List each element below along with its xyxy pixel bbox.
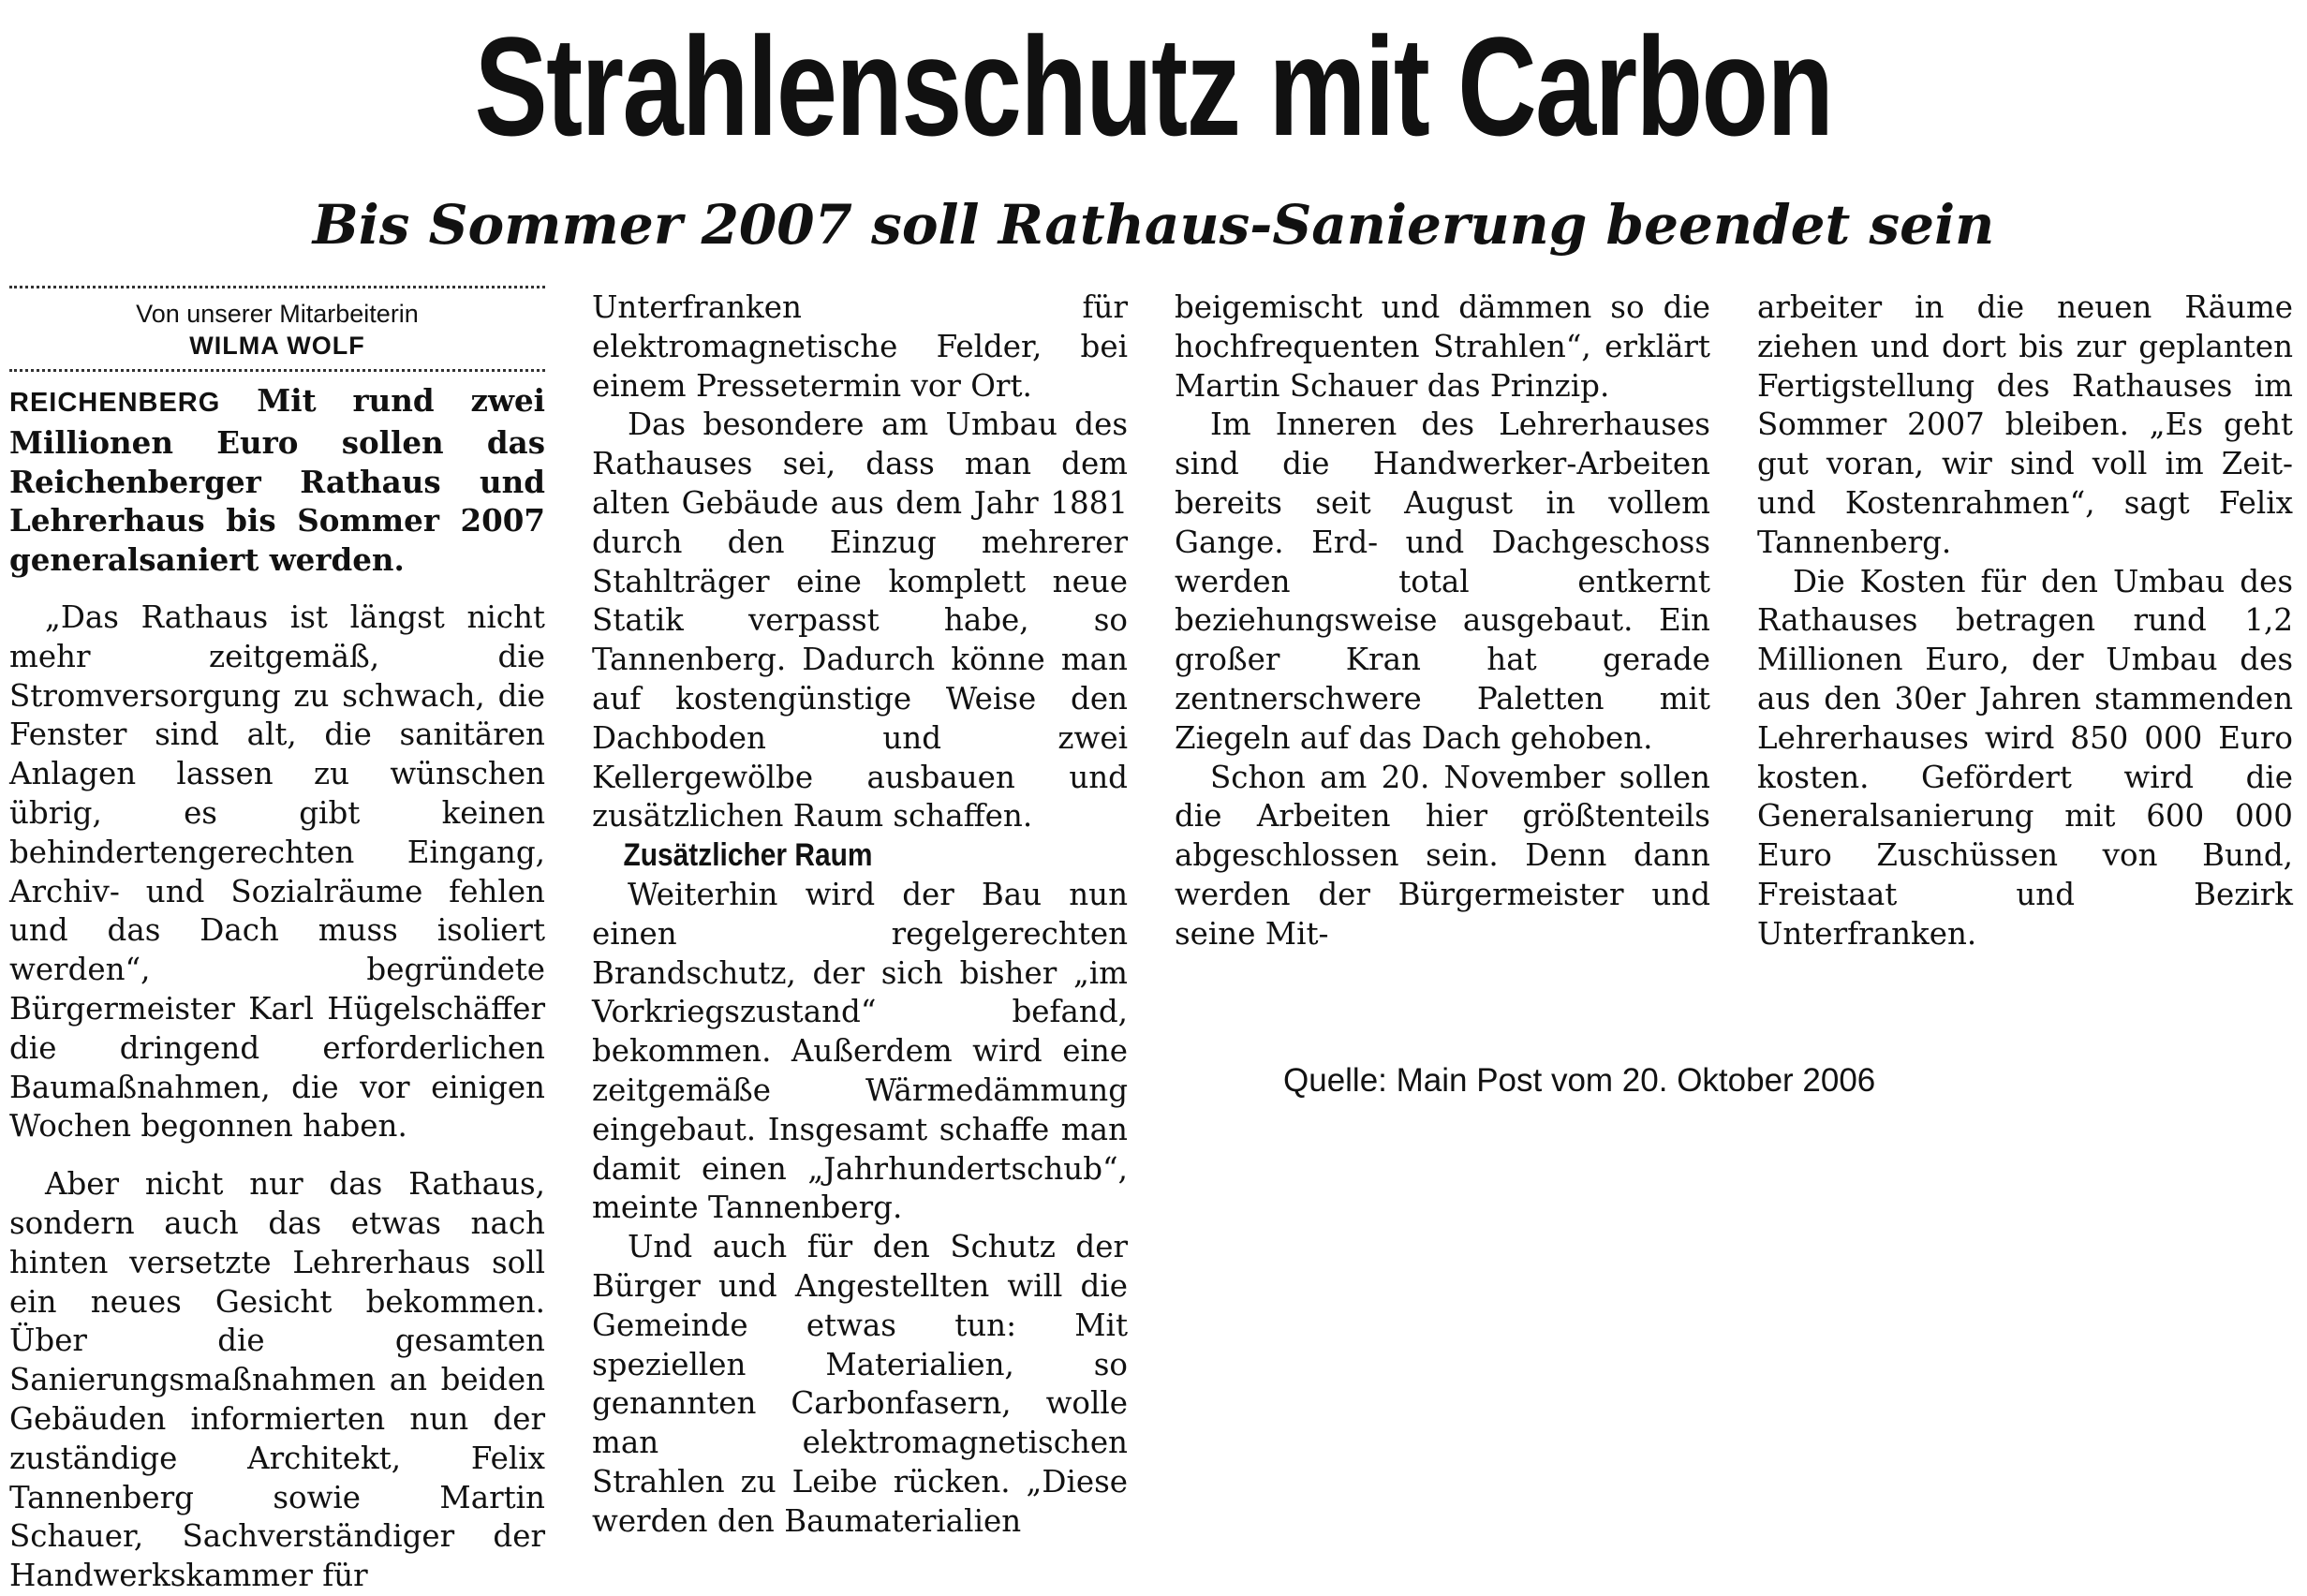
paragraph: Aber nicht nur das Rathaus, sondern auch das etwas nach hinten versetzte Lehrerhaus soll ein neues Gesicht bekommen. Über die gesamten Sanierungsmaßnahmen an beiden Gebäuden informierten nun der zuständige Architekt, Felix Tannenberg sowie Martin Schauer, Sachverständiger der Handwerkskammer für <box>9 1166 545 1594</box>
lead-paragraph <box>9 381 545 580</box>
section-subtitle: Zusätzlicher Raum <box>623 837 873 874</box>
article-column-2 <box>592 288 1128 1542</box>
byline <box>9 298 545 362</box>
paragraph: Die Kosten für den Umbau des Rathauses betragen rund 1,2 Millionen Euro, der Umbau des aus den 30er Jahren stammenden Lehrerhauses wird 850 000 Euro kosten. Gefördert wird die Generalsanierung mit 600 000 Euro Zuschüssen von Bund, Freistaat und Bezirk Unterfranken. <box>1757 563 2293 952</box>
paragraph: Im Inneren des Lehrerhauses sind die Handwerker-Arbeiten bereits seit August in vollem Gange. Erd- und Dachgeschoss werden total entkernt beziehungsweise ausgebaut. Ein großer Kran hat gerade zentnerschwere Paletten mit Ziegeln auf das Dach gehoben. <box>1175 406 1710 756</box>
byline-author: WILMA WOLF <box>189 332 365 360</box>
headline: Strahlenschutz mit Carbon <box>474 7 1833 165</box>
dateline: REICHENBERG <box>9 388 221 418</box>
article-column-1 <box>9 286 545 1596</box>
paragraph-continued: arbeiter in die neuen Räume ziehen und dort bis zur geplanten Fertigstellung des Rathauses im Sommer 2007 bleiben. „Es geht gut voran, wir sind voll im Zeit- und Kostenrahmen“, sagt Felix Tannenberg. <box>1757 289 2293 560</box>
divider-bottom <box>9 369 545 372</box>
paragraph: Weiterhin wird der Bau nun einen regelgerechten Brandschutz, der sich bisher „im Vorkriegszustand“ befand, bekommen. Außerdem wird eine zeitgemäße Wärmedämmung eingebaut. Insgesamt schaffe man damit einen „Jahrhundertschub“, meinte Tannenberg. <box>592 876 1128 1226</box>
article-column-4 <box>1757 288 2293 954</box>
paragraph-continued: beigemischt und dämmen so die hochfrequenten Strahlen“, erklärt Martin Schauer das Prinzip. <box>1175 289 1710 404</box>
paragraph: Das besondere am Umbau des Rathauses sei, dass man dem alten Gebäude aus dem Jahr 1881 durch den Einzug mehrerer Stahlträger eine komplett neue Statik verpasst habe, so Tannenberg. Dadurch könne man auf kostengünstige Weise den Dachboden und zwei Kellergewölbe ausbauen und zusätzlichen Raum schaffen. <box>592 406 1128 835</box>
paragraph: Schon am 20. November sollen die Arbeiten hier größtenteils abgeschlossen sein. Denn dann werden der Bürgermeister und seine Mit- <box>1175 759 1710 952</box>
subheadline: Bis Sommer 2007 soll Rathaus-Sanierung beendet sein <box>312 193 1995 257</box>
paragraph: Und auch für den Schutz der Bürger und Angestellten will die Gemeinde etwas tun: Mit speziellen Materialien, so genannten Carbonfasern, wolle man elektromagnetischen Strahlen zu Leibe rücken. „Diese werden den Baumaterialien <box>592 1229 1128 1539</box>
paragraph-continued: Unterfranken für elektromagnetische Felder, bei einem Pressetermin vor Ort. <box>592 289 1128 404</box>
byline-label: Von unserer Mitarbeiterin <box>136 300 419 328</box>
article-column-3 <box>1175 288 1710 954</box>
lead-text: Mit rund zwei Millionen Euro sollen das Reichenberger Rathaus und Lehrerhaus bis Sommer 2007 generalsaniert werden. <box>9 382 545 579</box>
source-note: Quelle: Main Post vom 20. Oktober 2006 <box>1283 1062 1876 1099</box>
paragraph: „Das Rathaus ist längst nicht mehr zeitgemäß, die Stromversorgung zu schwach, die Fenster sind alt, die sanitären Anlagen lassen zu wünschen übrig, es gibt keinen behindertengerechten Eingang, Archiv- und Sozialräume fehlen und das Dach muss isoliert werden“, begründete Bürgermeister Karl Hügelschäffer die dringend erforderlichen Baumaßnahmen, die vor einigen Wochen begonnen haben. <box>9 598 545 1145</box>
divider-top <box>9 286 545 288</box>
